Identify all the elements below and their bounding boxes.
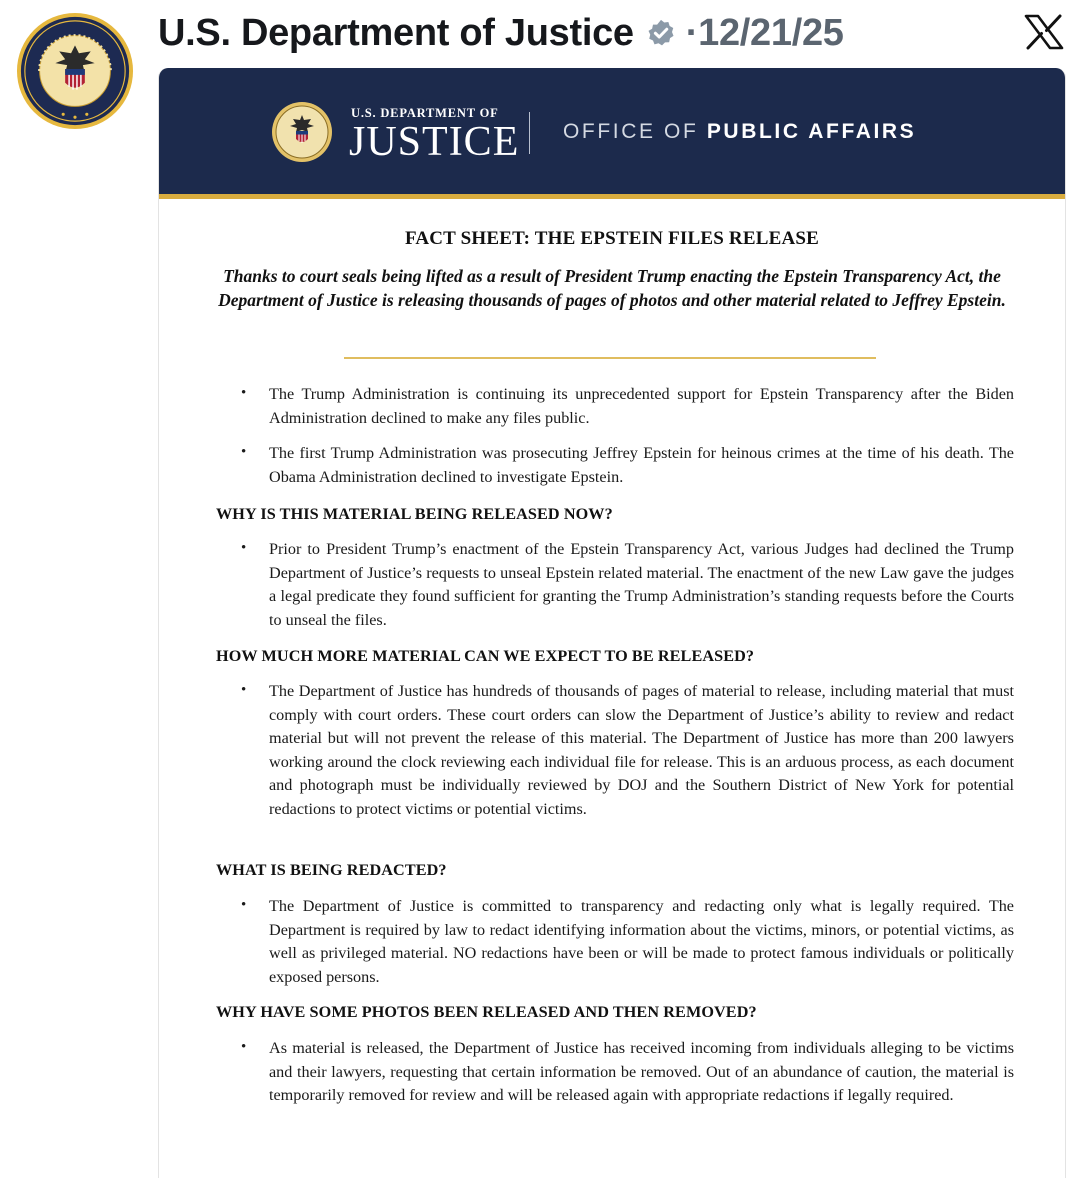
banner-small-text: U.S. DEPARTMENT OF: [351, 106, 499, 120]
section-bullet: • As material is released, the Department of Justice has received incoming from individuals alleging to be victims and their lawyers, requesting that certain information be removed. Out of an abundance of caution, the material is temporarily removed for review and will be released again with appropriate redactions if legally required.: [269, 1037, 1014, 1108]
banner-divider: [529, 112, 530, 154]
gold-divider: [344, 357, 876, 359]
section-heading: WHAT IS BEING REDACTED?: [216, 861, 447, 879]
post-header: [158, 8, 844, 58]
verified-badge-icon: [646, 18, 676, 48]
doj-seal-avatar[interactable]: [16, 12, 134, 130]
intro-bullet: • The first Trump Administration was prosecuting Jeffrey Epstein for heinous crimes at the time of his death. The Obama Administration declined to investigate Epstein.: [269, 442, 1014, 489]
office-bold: PUBLIC AFFAIRS: [706, 120, 917, 143]
section-heading: HOW MUCH MORE MATERIAL CAN WE EXPECT TO BE RELEASED?: [216, 647, 755, 665]
post-date[interactable]: ·12/21/25: [685, 11, 844, 54]
section-bullet: • Prior to President Trump’s enactment of the Epstein Transparency Act, various Judges had declined the Trump Department of Justice’s requests to unseal Epstein related material. The enactment of the new Law gave the judges a legal predicate they found sufficient for granting the Trump Administration’s standing requests before the Courts to unseal the files.: [269, 538, 1014, 632]
document-subtitle: Thanks to court seals being lifted as a result of President Trump enacting the Epstein Transparency Act, the Department of Justice is releasing thousands of pages of photos and other material related to Jeffrey Epstein.: [218, 266, 1006, 310]
section-bullet: • The Department of Justice is committed to transparency and redacting only what is legally required. The Department is required by law to redact identifying information about the victims, minors, or potential victims, as well as privileged material. NO redactions have been or will be made to protect famous individuals or politically exposed persons.: [269, 895, 1014, 989]
banner-office-text: [563, 120, 916, 144]
doj-seal-icon: [271, 101, 333, 163]
account-name[interactable]: U.S. Department of Justice: [158, 11, 634, 54]
section-heading: WHY HAVE SOME PHOTOS BEEN RELEASED AND THEN REMOVED?: [216, 1003, 757, 1021]
office-prefix: OFFICE OF: [563, 120, 707, 143]
document-title: FACT SHEET: THE EPSTEIN FILES RELEASE: [404, 228, 820, 249]
section-heading: WHY IS THIS MATERIAL BEING RELEASED NOW?: [216, 505, 613, 523]
intro-bullet: • The Trump Administration is continuing its unprecedented support for Epstein Transparency after the Biden Administration declined to make any files public.: [269, 383, 1014, 430]
x-logo-icon[interactable]: [1024, 14, 1064, 50]
fact-sheet-document: [158, 68, 1066, 1178]
doj-banner: [159, 68, 1065, 199]
banner-justice-wordmark: JUSTICE: [349, 119, 520, 165]
section-bullet: • The Department of Justice has hundreds of thousands of pages of material to release, including material that must comply with court orders. These court orders can slow the Department of Justice’s ability to review and redact material but will not prevent the release of this material. The Department of Justice has more than 200 lawyers working around the clock reviewing each individual file for release. This is an arduous process, as each document and photograph must be individually reviewed by DOJ and the Southern District of New York for potential redactions to protect victims or potential victims.: [269, 680, 1014, 821]
